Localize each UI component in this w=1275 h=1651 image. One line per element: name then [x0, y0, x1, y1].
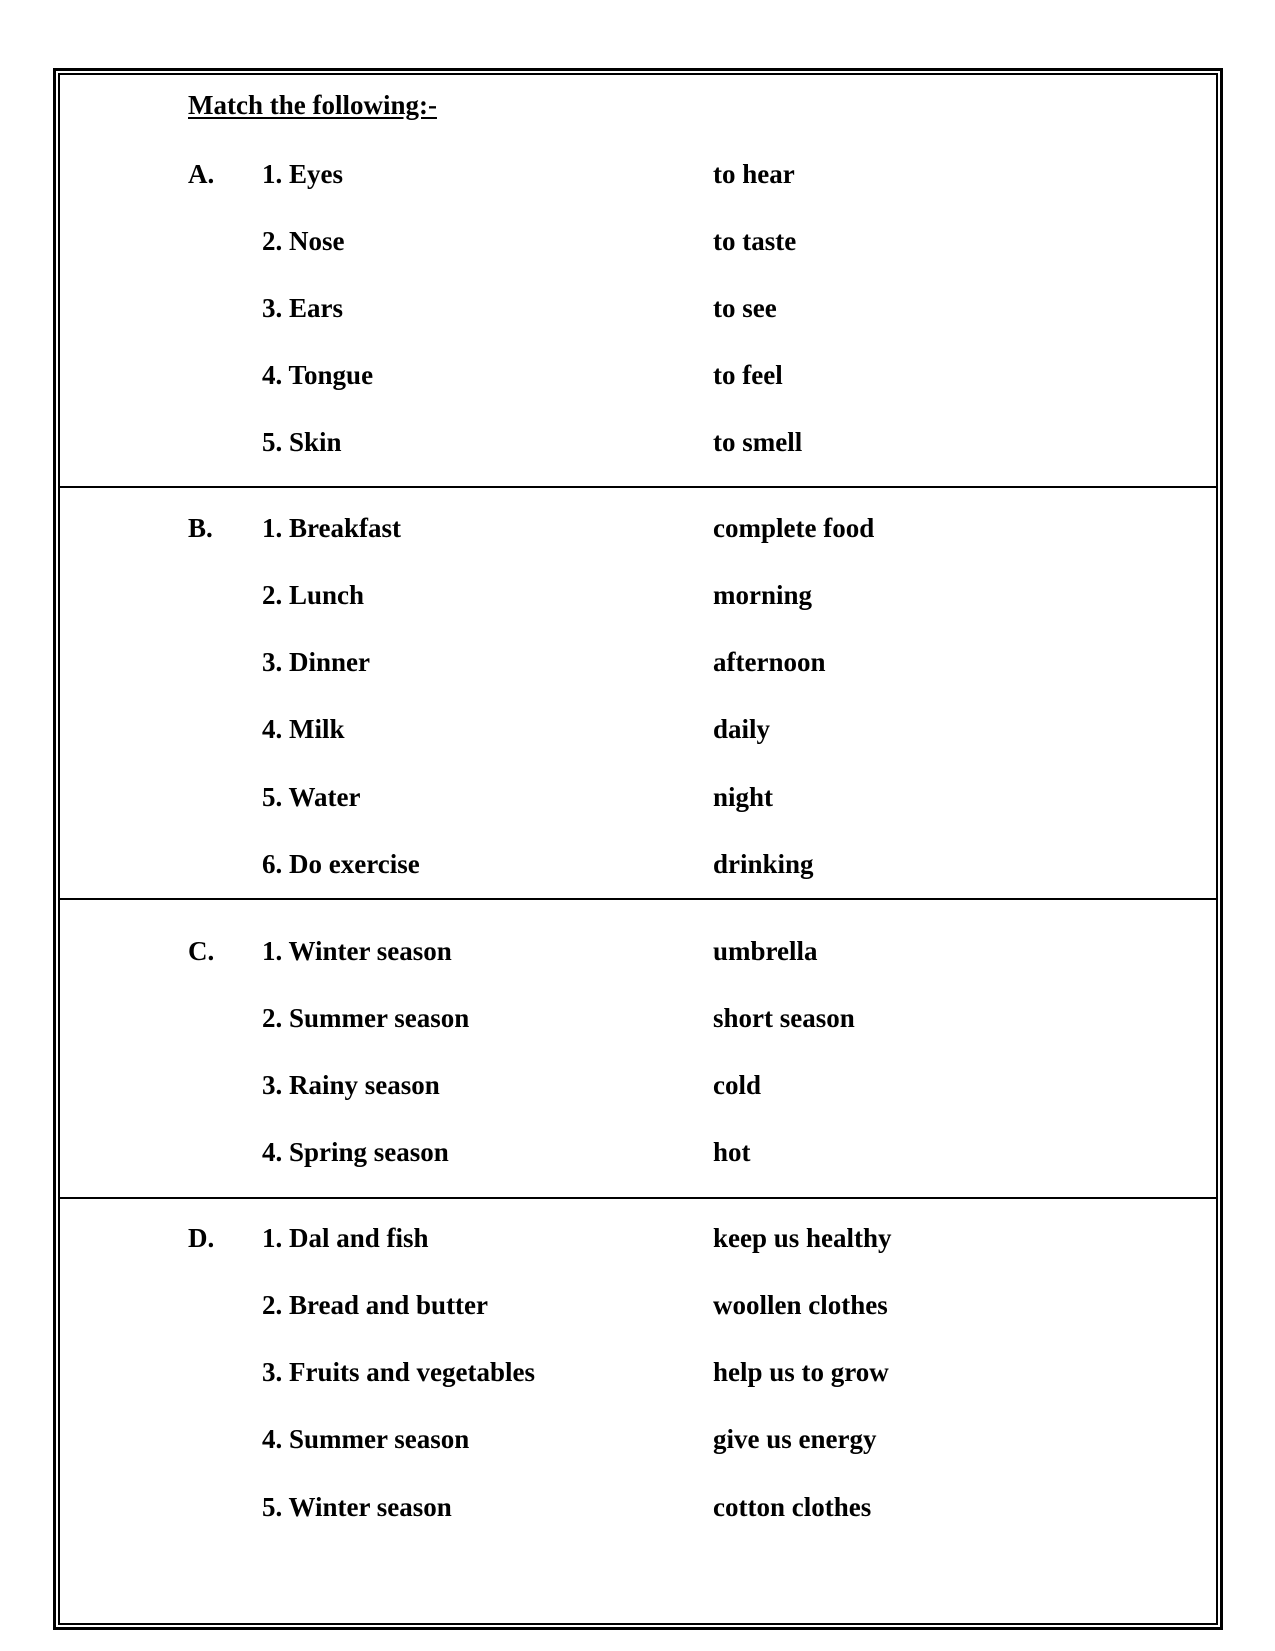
match-left-item: 3. Rainy season	[262, 1070, 440, 1100]
match-left-item: 4. Spring season	[262, 1137, 449, 1167]
match-left-item: 4. Tongue	[262, 360, 374, 390]
section-label-a: A.	[188, 159, 215, 189]
section-label-d: D.	[188, 1223, 215, 1253]
match-right-item: hot	[713, 1137, 751, 1167]
match-right-item: keep us healthy	[713, 1223, 892, 1253]
match-right-item: to smell	[713, 427, 803, 457]
match-left-item: 5. Water	[262, 782, 361, 812]
match-left-item: 5. Winter season	[262, 1492, 452, 1522]
worksheet-title: Match the following:-	[188, 90, 437, 120]
match-left-item: 1. Eyes	[262, 159, 343, 189]
match-right-item: complete food	[713, 513, 875, 543]
match-right-item: umbrella	[713, 936, 818, 966]
match-right-item: to feel	[713, 360, 783, 390]
match-right-item: help us to grow	[713, 1357, 889, 1387]
match-right-item: drinking	[713, 849, 814, 879]
section-divider-c-d	[58, 1197, 1218, 1199]
match-right-item: cotton clothes	[713, 1492, 872, 1522]
match-left-item: 1. Breakfast	[262, 513, 401, 543]
match-right-item: short season	[713, 1003, 855, 1033]
match-left-item: 3. Dinner	[262, 647, 370, 677]
match-right-item: night	[713, 782, 774, 812]
match-left-item: 4. Milk	[262, 714, 345, 744]
match-right-item: to see	[713, 293, 777, 323]
match-right-item: afternoon	[713, 647, 826, 677]
section-divider-b-c	[58, 898, 1218, 900]
section-label-c: C.	[188, 936, 215, 966]
match-left-item: 4. Summer season	[262, 1424, 470, 1454]
match-left-item: 5. Skin	[262, 427, 342, 457]
match-left-item: 2. Summer season	[262, 1003, 470, 1033]
match-left-item: 1. Winter season	[262, 936, 452, 966]
match-right-item: daily	[713, 714, 771, 744]
match-left-item: 2. Lunch	[262, 580, 365, 610]
page-border-inner	[58, 73, 1218, 1625]
section-label-b: B.	[188, 513, 213, 543]
match-left-item: 6. Do exercise	[262, 849, 420, 879]
match-left-item: 2. Bread and butter	[262, 1290, 489, 1320]
match-left-item: 2. Nose	[262, 226, 345, 256]
match-right-item: give us energy	[713, 1424, 877, 1454]
match-right-item: to hear	[713, 159, 795, 189]
match-right-item: cold	[713, 1070, 762, 1100]
match-left-item: 3. Ears	[262, 293, 343, 323]
match-right-item: morning	[713, 580, 813, 610]
match-right-item: woollen clothes	[713, 1290, 888, 1320]
match-left-item: 3. Fruits and vegetables	[262, 1357, 535, 1387]
section-divider-a-b	[58, 486, 1218, 488]
match-left-item: 1. Dal and fish	[262, 1223, 429, 1253]
match-right-item: to taste	[713, 226, 797, 256]
